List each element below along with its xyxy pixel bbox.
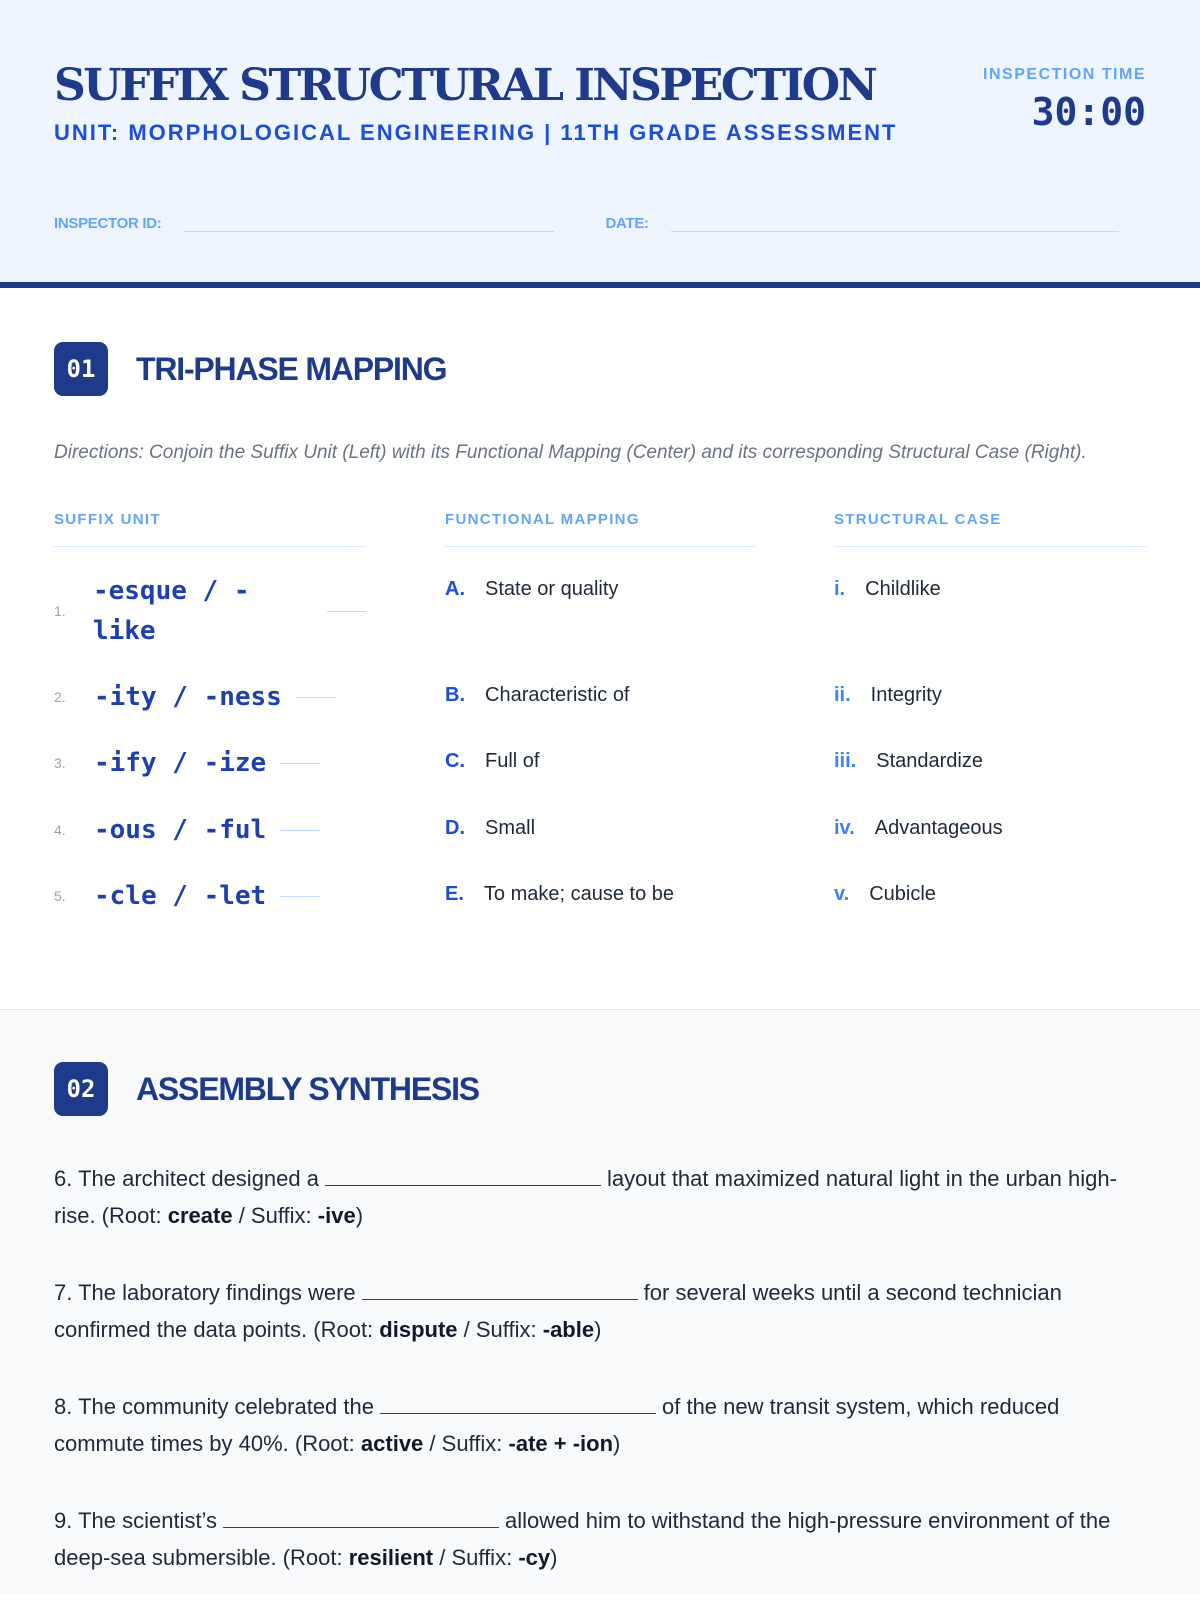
question-item: 6. The architect designed a layout that maximized natural light in the urban high-rise. (Root: create / Suffix: -ive) — [54, 1166, 1117, 1228]
option-letter: C. — [445, 750, 465, 772]
section-heading — [54, 342, 1146, 396]
case-text: Childlike — [865, 578, 941, 600]
functional-mapping-row — [445, 746, 755, 776]
item-number: 1. — [54, 603, 66, 619]
functional-mapping-row — [445, 680, 755, 710]
mapping-columns — [54, 511, 1146, 927]
suffix-unit: -esque / - like — [92, 576, 250, 646]
inspector-id-line[interactable] — [184, 202, 554, 232]
answer-blank[interactable] — [380, 1392, 656, 1414]
page-title: SUFFIX STRUCTURAL INSPECTION — [54, 60, 876, 111]
structural-case-column — [834, 511, 1146, 927]
option-letter: A. — [445, 578, 465, 600]
section-title: TRI-PHASE MAPPING — [136, 350, 447, 387]
answer-blank[interactable] — [296, 697, 336, 698]
suffix-unit: -cle / -let — [94, 881, 267, 911]
suffix-unit: -ify / -ize — [94, 748, 267, 778]
column-header: FUNCTIONAL MAPPING — [445, 511, 755, 547]
item-number: 4. — [54, 822, 66, 838]
functional-mapping-row — [445, 574, 755, 604]
section-assembly-synthesis — [0, 1010, 1200, 1594]
question-item: 9. The scientist’s allowed him to withstand the high-pressure environment of the deep-sea submersible. (Root: resilient / Suffix: -cy) — [54, 1508, 1111, 1570]
case-numeral: iii. — [834, 750, 857, 772]
case-numeral: ii. — [834, 684, 851, 706]
section-number-badge: 02 — [54, 1062, 108, 1116]
structural-case-row — [834, 813, 1146, 843]
section-title: ASSEMBLY SYNTHESIS — [136, 1070, 479, 1107]
date-label: DATE: — [605, 215, 649, 232]
answer-blank[interactable] — [280, 763, 320, 764]
item-number: 5. — [54, 888, 66, 904]
suffix-unit-row — [54, 876, 366, 916]
option-letter: B. — [445, 684, 465, 706]
root-word: active — [360, 1431, 424, 1456]
functional-mapping-row — [445, 813, 755, 843]
section-tri-phase-mapping — [0, 288, 1200, 1010]
case-numeral: iv. — [834, 817, 855, 839]
suffix-hint: -cy — [518, 1545, 551, 1570]
suffix-unit-row — [54, 677, 366, 717]
section-number-badge: 01 — [54, 342, 108, 396]
date-field — [606, 202, 1119, 232]
root-word: resilient — [348, 1545, 434, 1570]
option-text: Characteristic of — [485, 684, 630, 706]
timer-value: 30:00 — [1031, 90, 1146, 134]
option-text: To make; cause to be — [483, 883, 675, 905]
suffix-unit-row — [54, 810, 366, 850]
functional-mapping-column — [445, 511, 755, 927]
suffix-unit: -ous / -ful — [94, 815, 267, 845]
column-header: STRUCTURAL CASE — [834, 511, 1146, 547]
question-item: 7. The laboratory findings were for several weeks until a second technician confirmed the data points. (Root: dispute / Suffix: -able) — [54, 1280, 1062, 1342]
case-text: Cubicle — [869, 883, 936, 905]
option-letter: E. — [445, 883, 464, 905]
date-line[interactable] — [671, 202, 1119, 232]
answer-blank[interactable] — [280, 896, 320, 897]
structural-case-row — [834, 574, 1146, 604]
timer-label: INSPECTION TIME — [983, 66, 1146, 83]
option-text: Small — [485, 817, 536, 839]
section-heading — [54, 1062, 1146, 1116]
option-text: Full of — [485, 750, 540, 772]
answer-blank[interactable] — [280, 830, 320, 831]
functional-mapping-row — [445, 879, 755, 909]
suffix-unit-column — [54, 511, 366, 927]
case-numeral: i. — [834, 578, 846, 600]
page-subtitle: UNIT: MORPHOLOGICAL ENGINEERING | 11TH GRADE ASSESSMENT — [54, 120, 898, 145]
item-number: 2. — [54, 689, 66, 705]
suffix-hint: -ive — [317, 1203, 356, 1228]
question-item: 8. The community celebrated the of the new transit system, which reduced commute times by 40%. (Root: active / Suffix: -ate + -ion) — [54, 1394, 1060, 1456]
suffix-unit: -ity / -ness — [94, 682, 282, 712]
structural-case-row — [834, 680, 1146, 710]
suffix-unit-row — [54, 571, 366, 651]
header-fields — [54, 202, 1146, 232]
option-letter: D. — [445, 817, 465, 839]
suffix-hint: -able — [542, 1317, 595, 1342]
inspection-timer — [983, 66, 1146, 134]
suffix-hint: -ate + -ion — [508, 1431, 614, 1456]
answer-blank[interactable] — [325, 1164, 601, 1186]
root-word: create — [167, 1203, 233, 1228]
answer-blank[interactable] — [362, 1278, 638, 1300]
case-numeral: v. — [834, 883, 850, 905]
root-word: dispute — [379, 1317, 458, 1342]
option-text: State or quality — [485, 578, 619, 600]
worksheet-header — [0, 0, 1200, 288]
column-header: SUFFIX UNIT — [54, 511, 366, 547]
answer-blank[interactable] — [327, 611, 366, 612]
structural-case-row — [834, 746, 1146, 776]
item-number: 3. — [54, 755, 66, 771]
structural-case-row — [834, 879, 1146, 909]
answer-blank[interactable] — [223, 1506, 499, 1528]
suffix-unit-row — [54, 743, 366, 783]
directions-text: Directions: Conjoin the Suffix Unit (Left) with its Functional Mapping (Center) and its corresponding Structural Case (Right). — [54, 442, 1087, 463]
inspector-id-field — [54, 202, 554, 232]
case-text: Standardize — [876, 750, 983, 772]
case-text: Integrity — [870, 684, 942, 706]
case-text: Advantageous — [874, 817, 1003, 839]
inspector-id-label: INSPECTOR ID: — [54, 215, 162, 232]
